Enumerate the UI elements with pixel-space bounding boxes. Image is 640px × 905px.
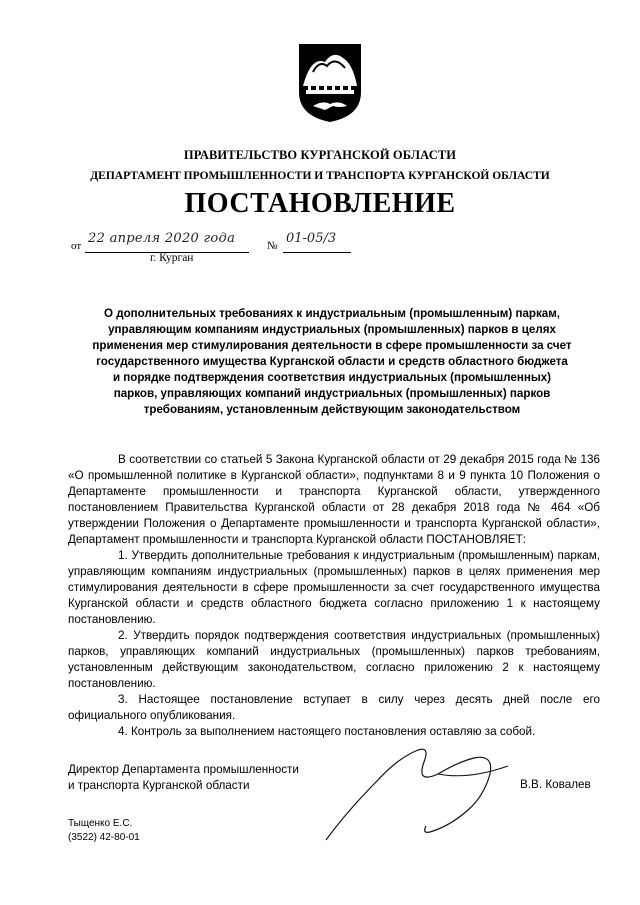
title-line: управляющим компаниям индустриальных (промышленных) парков в целях — [108, 323, 556, 336]
position-line-2: и транспорта Курганской области — [68, 779, 250, 792]
handwritten-signature — [318, 740, 518, 852]
title-line: государственного имущества Курганской области и средств областного бюджета — [96, 355, 568, 368]
executor-info — [68, 817, 140, 845]
signatory-name: В.В. Ковалев — [520, 778, 591, 791]
document-type-title: ПОСТАНОВЛЕНИЕ — [184, 188, 456, 219]
title-line: О дополнительных требованиях к индустриальным (промышленным) паркам, — [103, 307, 561, 320]
title-line: и порядке подтверждения соответствия индустриальных (промышленных) — [112, 371, 552, 384]
decree-body — [68, 452, 600, 740]
handwritten-number: 01-05/3 — [286, 231, 337, 246]
decree-item-3: 3. Настоящее постановление вступает в силу через десять дней после его официального опубликования. — [68, 693, 600, 722]
signatory-position — [68, 762, 299, 794]
decree-item-1: 1. Утвердить дополнительные требования к индустриальным (промышленным) паркам, управляющим компаниям индустриальных (промышленных) парков в целях применения мер стимулирования деятельности в сфере промышленности за счет государственного имущества Курганской области и средств областного бюджета согласно приложению 1 к настоящему постановлению. — [68, 549, 600, 626]
decree-item-4: 4. Контроль за выполнением настоящего постановления оставляю за собой. — [118, 725, 536, 738]
title-line: требованиям, установленным действующим законодательством — [143, 403, 521, 416]
decree-item-2: 2. Утвердить порядок подтверждения соответствия индустриальных (промышленных) парков, управляющих компаний индустриальных (промышленных) парков требованиям, установленным действующим законодательством, согласно приложению 2 к настоящему постановлению. — [68, 629, 600, 690]
title-line: парков, управляющих компаний индустриальных (промышленных) парков — [113, 387, 551, 400]
government-name: ПРАВИТЕЛЬСТВО КУРГАНСКОЙ ОБЛАСТИ — [183, 148, 457, 162]
dateline — [68, 231, 368, 264]
executor-name: Тыщенко Е.С. — [68, 818, 133, 829]
preamble-paragraph: В соответствии со статьей 5 Закона Курганской области от 29 декабря 2015 года № 136 «О промышленной политике в Курганской области», подпунктами 8 и 9 пункта 10 Положения о Департаменте промышленности и транспорта Курганской области, утвержденного постановлением Правительства Курганской области от 28 декабря 2018 года № 464 «Об утверждении Положения о Департаменте промышленности и транспорта Курганской области», Департамент промышленности и транспорта Курганской области ПОСТАНОВЛЯЕТ: — [68, 453, 600, 546]
handwritten-date: 22 апреля 2020 года — [88, 231, 236, 246]
city-label: г. Курган — [150, 252, 194, 264]
date-from-label: от — [71, 240, 82, 252]
executor-phone: (3522) 42-80-01 — [68, 832, 140, 843]
title-line: применения мер стимулирования деятельности в сфере промышленности за счет — [92, 339, 572, 352]
position-line-1: Директор Департамента промышленности — [68, 763, 299, 776]
number-label: № — [267, 240, 278, 252]
department-name: ДЕПАРТАМЕНТ ПРОМЫШЛЕННОСТИ И ТРАНСПОРТА КУРГАНСКОЙ ОБЛАСТИ — [90, 170, 550, 182]
decree-title — [68, 306, 596, 418]
coat-of-arms-emblem — [297, 42, 363, 124]
number-underline — [283, 252, 351, 253]
